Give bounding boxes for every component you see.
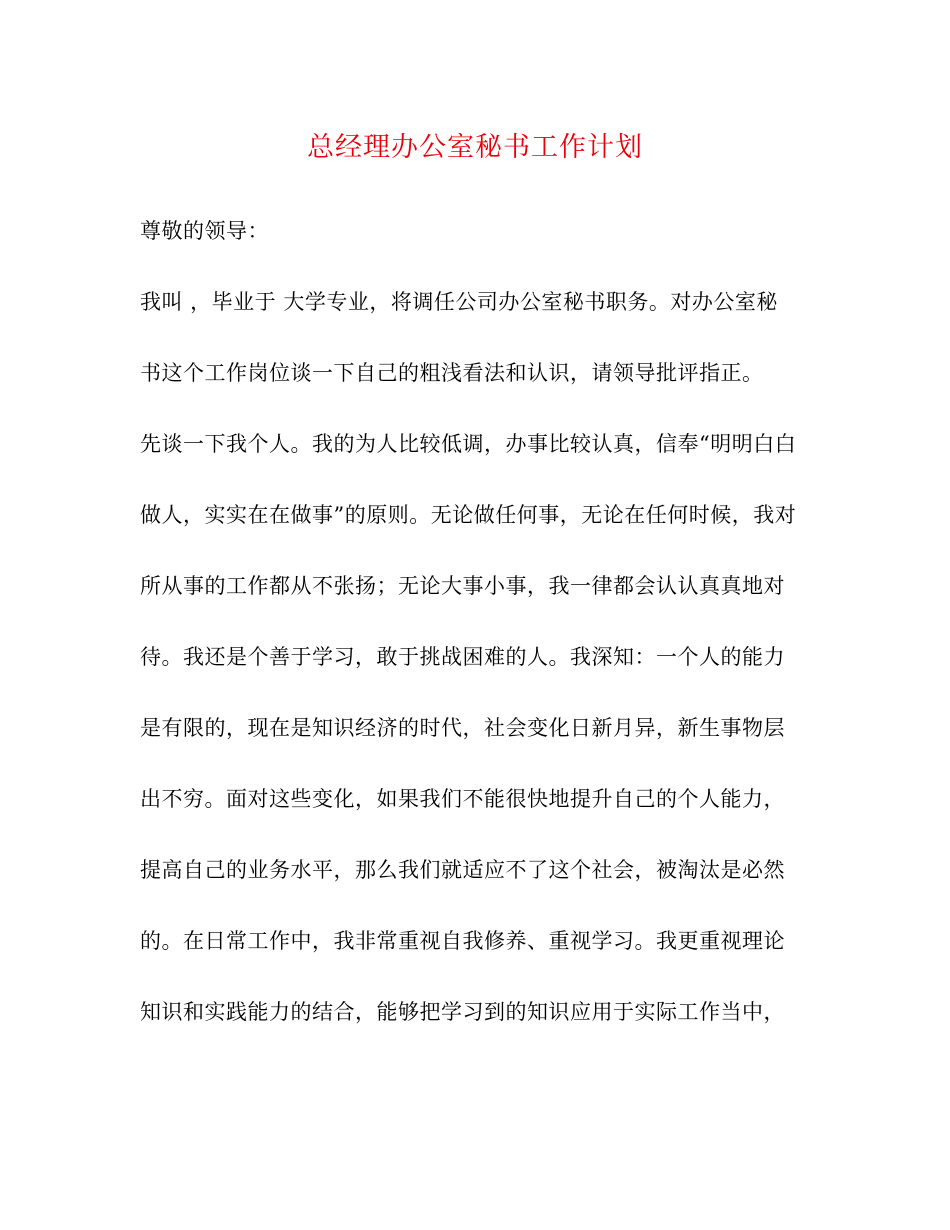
- salutation-line: 尊敬的领导：: [140, 219, 269, 243]
- body-line: 书这个工作岗位谈一下自己的粗浅看法和认识，请领导批评指正。: [140, 361, 764, 385]
- body-line: 待。我还是个善于学习，敢于挑战困难的人。我深知：一个人的能力: [140, 645, 785, 669]
- body-line: 的。在日常工作中，我非常重视自我修养、重视学习。我更重视理论: [140, 929, 785, 953]
- body-line: 先谈一下我个人。我的为人比较低调，办事比较认真，信奉“明明白白: [140, 432, 797, 456]
- body-line: 是有限的，现在是知识经济的时代，社会变化日新月异，新生事物层: [140, 716, 785, 740]
- document-body: [140, 211, 820, 1063]
- body-line: 我叫 ，毕业于 大学专业，将调任公司办公室秘书职务。对办公室秘: [140, 290, 778, 314]
- body-line: 出不穷。面对这些变化，如果我们不能很快地提升自己的个人能力，: [140, 787, 785, 811]
- body-line: 所从事的工作都从不张扬；无论大事小事，我一律都会认认真真地对: [140, 574, 785, 598]
- document-title: 总经理办公室秘书工作计划: [307, 132, 643, 163]
- body-line: 知识和实践能力的结合，能够把学习到的知识应用于实际工作当中，: [140, 1000, 785, 1024]
- body-line: 做人，实实在在做事”的原则。无论做任何事，无论在任何时候，我对: [140, 503, 797, 527]
- body-line: 提高自己的业务水平，那么我们就适应不了这个社会，被淘汰是必然: [140, 858, 785, 882]
